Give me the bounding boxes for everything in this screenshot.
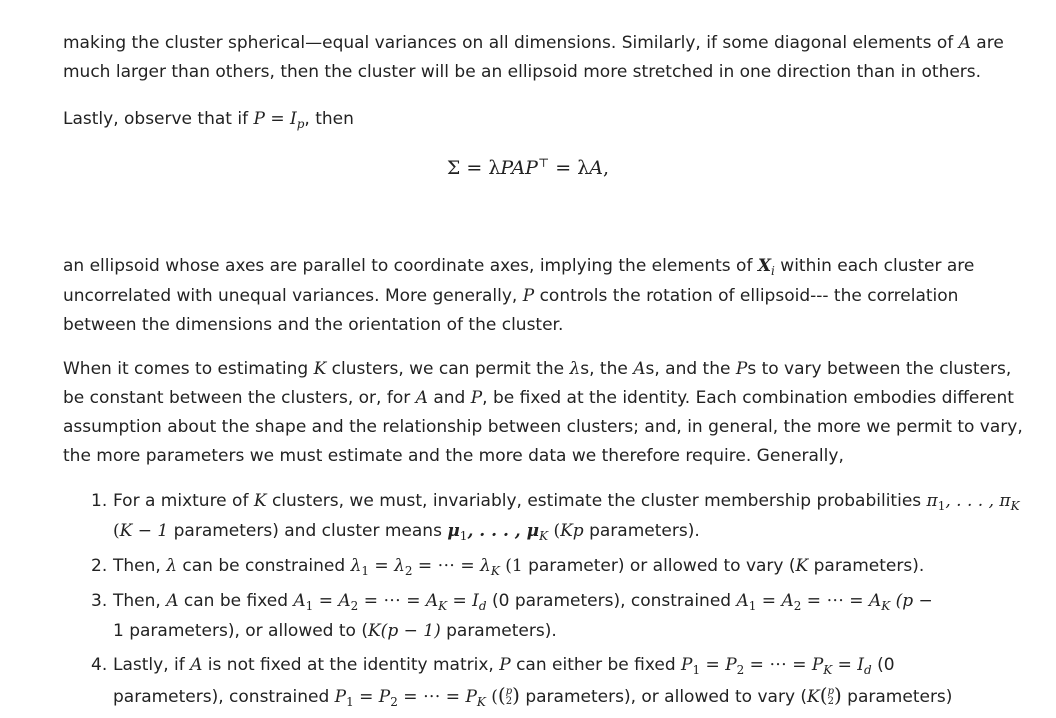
paragraph-estimating: When it comes to estimating K clusters, we can permit the λs, the As, and the Ps to vary between the clusters, be constant between the clusters, or, for A and P, be fixed at the identity. Each combination embodies different assumption about the shape and the relationship between clusters; and, in general, the more we permit to vary, the more parameters we must estimate and the more data we therefore require. Generally, bbox=[63, 359, 1023, 466]
list-item: 3. Then, A can be fixed $A_1 = A_2$ = ⋅⋅⋅ = $A_K = I_d$ (0 parameters), constrained $A_1 = A_2$ = ⋅⋅⋅ = $A_K$ (p − 1 parameters), or allowed to (K(p − 1) parameters). bbox=[91, 591, 933, 641]
list-item: 4. Lastly, if A is not fixed at the identity matrix, P can either be fixed $P_1 = P_2$ = ⋅⋅⋅ = $P_K = I_d$ (0 parameters), constrained $P_1 = P_2$ = ⋅⋅⋅ = $P_K$ (( p 2 ) parameters), or allowed to vary (K( p 2 ) parameters) bbox=[91, 655, 953, 709]
constraints-list bbox=[91, 487, 1043, 718]
paragraph-spherical: making the cluster spherical—equal variances on all dimensions. Similarly, if some diagonal elements of A are much larger than others, then the cluster will be an ellipsoid more stretched in one direction than in others. bbox=[63, 33, 1004, 82]
list-item: 1. For a mixture of K clusters, we must, invariably, estimate the cluster membership probabilities $\pi_1$, . . . , $\pi_K$ (K − 1 parameters) and cluster means $\mu_1$, . . . , $\mu_K$ (Kp parameters). bbox=[91, 491, 1020, 543]
binomial-p-choose-2: p 2 bbox=[505, 686, 513, 707]
paragraph-lastly: Lastly, observe that if $P = I_p$, then bbox=[63, 109, 354, 131]
display-equation: Σ = λPAP⊤ = λA, bbox=[446, 156, 610, 179]
list-item: 2. Then, λ can be constrained $\lambda_1 = \lambda_2$ = ⋅⋅⋅ = $\lambda_K$ (1 parameter) or allowed to vary (K parameters). bbox=[91, 556, 925, 578]
binomial-p-choose-2: p 2 bbox=[827, 686, 834, 707]
paragraph-ellipsoid: an ellipsoid whose axes are parallel to coordinate axes, implying the elements of $X_i$ within each cluster are uncorrelated with unequal variances. More generally, P controls the rotation of ellipsoid--- the correlation between the dimensions and the orientation of the cluster. bbox=[63, 256, 975, 335]
